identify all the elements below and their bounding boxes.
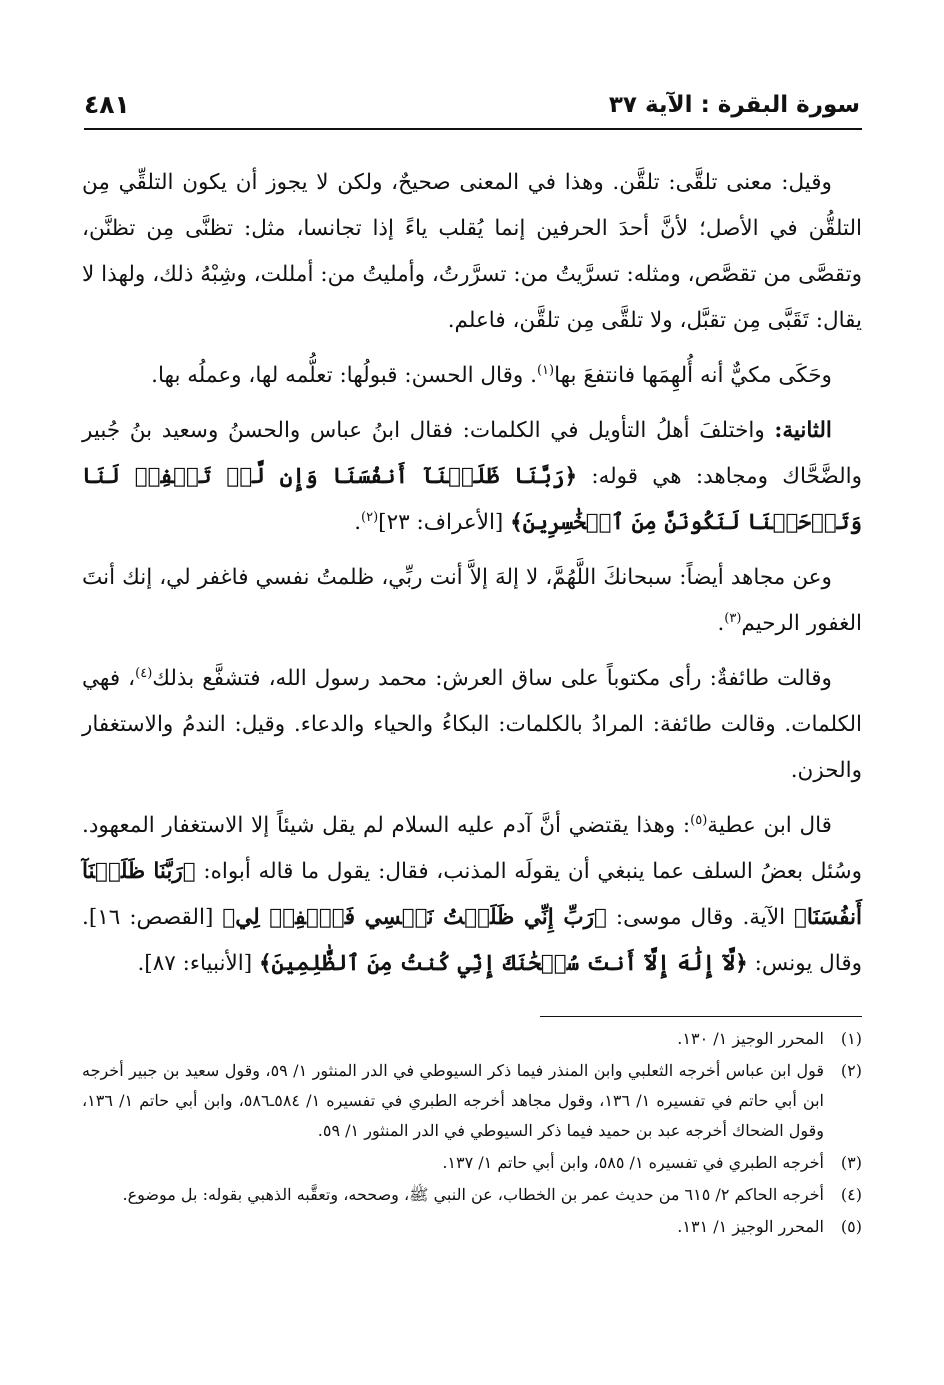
- footnote-text: أخرجه الحاكم ٢/ ٦١٥ من حديث عمر بن الخطاب، عن النبي ﷺ، وصححه، وتعقَّبه الذهبي بقوله: بل موضوع.: [122, 1185, 824, 1204]
- footnote-3: [82, 1148, 862, 1178]
- footnote-ref-1: (١): [536, 362, 555, 378]
- footnote-text: قول ابن عباس أخرجه الثعلبي وابن المنذر فيما ذكر السيوطي في الدر المنثور ١/ ٥٩، وقول سعيد بن جبير أخرجه ابن أبي حاتم في تفسيره ١/ ١٣٦، وقول مجاهد أخرجه الطبري في تفسيره ١/ ٥٨٤ـ٥٨٦، وابن أبي حاتم ١/ ١٣٦، وقول الضحاك أخرجه عبد بن حميد فيما ذكر السيوطي في الدر المنثور ١/ ٥٩.: [82, 1061, 825, 1140]
- paragraph-1: [82, 160, 862, 344]
- footnote-1: [82, 1024, 862, 1054]
- page-number: ٤٨١: [84, 90, 130, 119]
- paragraph-6-text-e: [الأنبياء: ٨٧].: [137, 951, 259, 976]
- footnote-4: [82, 1180, 862, 1210]
- quran-verse-qasas: ﴿رَبِّ إِنِّي ظَلَمۡتُ نَفۡسِي فَٱغۡفِرۡ لِي﴾: [222, 905, 607, 930]
- paragraph-6: [82, 803, 862, 987]
- paragraph-3-text-a: واختلفَ أهلُ التأويل في الكلمات: فقال ابنُ عباس والحسنُ وسعيد بنُ جُبير والضَّحَّاك ومجاهد: هي قوله:: [82, 418, 862, 489]
- footnote-divider: [540, 1016, 862, 1017]
- paragraph-5-text-a: وقالت طائفةٌ: رأى مكتوباً على ساق العرش: محمد رسول الله، فتشفَّع بذلك: [152, 666, 832, 691]
- paragraph-4-text: وعن مجاهد أيضاً: سبحانكَ اللَّهُمَّ، لا إلهَ إلاَّ أنت ربِّي، ظلمتُ نفسي فاغفر لي، إنك أنتَ الغفور الرحيم: [82, 565, 862, 636]
- running-header: [84, 86, 860, 126]
- section-label-second: الثانية:: [774, 418, 832, 443]
- paragraph-2: [82, 353, 862, 399]
- paragraph-6-text-b: : وهذا يقتضي أنَّ آدم عليه السلام لم يقل شيئاً إلا الاستغفار المعهود. وسُئل بعضُ السلف عما ينبغي أن يقولَه المذنب، فقال: يقول ما قاله أبواه:: [82, 813, 862, 884]
- paragraph-1-text: وقيل: معنى تلقَّى: تلقَّن. وهذا في المعنى صحيحٌ، ولكن لا يجوز أن يكون التلقِّي مِن التلقُّن في الأصل؛ لأنَّ أحدَ الحرفين إنما يُقلب ياءً إذا تجانسا، مثل: تظنَّى مِن تظنَّن، وتقصَّى من تقصَّص، ومثله: تسرَّيتُ من: تسرَّرتُ، وأمليتُ من: أمللت، وشِبْهُ ذلك، ولهذا لا يقال: تَقَبَّى مِن تقبَّل، ولا تلقَّى مِن تلقَّن، فاعلم.: [82, 170, 862, 333]
- footnote-5: [82, 1212, 862, 1242]
- paragraph-3-citation: [الأعراف: ٢٣]: [378, 510, 511, 535]
- footnote-ref-2: (٢): [361, 509, 379, 525]
- footnote-number: (٢): [840, 1061, 862, 1080]
- paragraph-3-end: .: [354, 510, 362, 535]
- running-header-title: سورة البقرة : الآية ٣٧: [608, 92, 860, 118]
- quran-verse-anbiya: ﴿لَّآ إِلَٰهَ إِلَّآ أَنتَ سُبۡحَٰنَكَ إِنِّي كُنتُ مِنَ ٱلظَّٰلِمِينَ﴾: [258, 951, 748, 976]
- footnote-ref-4: (٤): [135, 665, 153, 681]
- footnote-number: (٤): [840, 1185, 862, 1204]
- footnote-number: (٥): [840, 1217, 862, 1236]
- paragraph-3: [82, 408, 862, 546]
- paragraph-6-text-c: الآية. وقال موسى:: [606, 905, 795, 930]
- paragraph-4: [82, 555, 862, 647]
- paragraph-6-text-a: قال ابن عطية: [707, 813, 832, 838]
- paragraph-2-text-a: وحَكَى مكيٌّ أنه أُلهِمَها فانتفعَ بها: [554, 363, 832, 388]
- header-divider: [84, 128, 862, 130]
- paragraph-5: [82, 656, 862, 794]
- footnote-text: أخرجه الطبري في تفسيره ١/ ٥٨٥، وابن أبي حاتم ١/ ١٣٧.: [442, 1153, 824, 1172]
- paragraph-5-text-b: ، فهي الكلمات. وقالت طائفة: المرادُ بالكلمات: البكاءُ والحياء والدعاء. وقيل: الندمُ والاستغفار والحزن.: [82, 666, 862, 783]
- footnote-text: المحرر الوجيز ١/ ١٣١.: [677, 1217, 824, 1236]
- paragraph-6-text-d: [القصص: ١٦]. وقال يونس:: [82, 905, 862, 976]
- paragraph-4-end: .: [717, 611, 725, 636]
- main-text: [82, 160, 862, 996]
- footnote-ref-5: (٥): [690, 812, 708, 828]
- footnote-text: المحرر الوجيز ١/ ١٣٠.: [677, 1029, 824, 1048]
- quran-verse-araf: ﴿رَبَّنَا ظَلَمۡنَآ أَنفُسَنَا وَإِن لَّمۡ تَغۡفِرۡ لَنَا وَتَرۡحَمۡنَا لَنَكُونَنَّ مِنَ ٱلۡخَٰسِرِينَ﴾: [82, 464, 862, 535]
- footnote-ref-3: (٣): [724, 610, 742, 626]
- footnote-2: [82, 1056, 862, 1146]
- footnote-number: (٣): [840, 1153, 862, 1172]
- footnote-number: (١): [840, 1029, 862, 1048]
- paragraph-2-text-b: . وقال الحسن: قبولُها: تعلُّمه لها، وعملُه بها.: [151, 363, 537, 388]
- quran-verse-1: ﴿رَبَّنَا ظَلَمۡنَآ أَنفُسَنَا﴾: [82, 859, 862, 930]
- footnotes: [82, 1024, 862, 1244]
